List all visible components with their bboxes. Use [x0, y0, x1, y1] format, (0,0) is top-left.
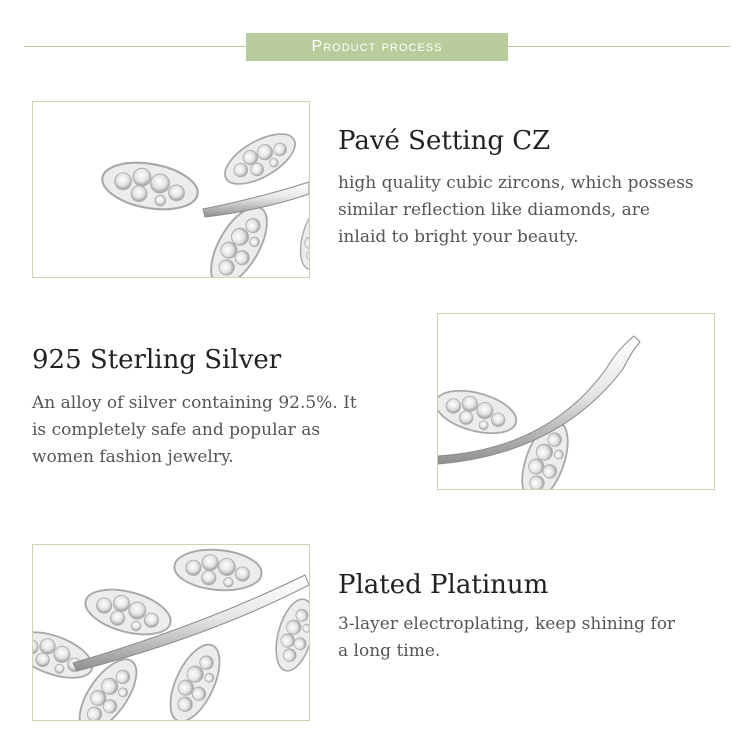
desc-line: inlaid to bright your beauty.: [338, 227, 579, 247]
product-image-silver: [437, 313, 715, 490]
section-title-silver: 925 Sterling Silver: [32, 345, 282, 375]
section-desc-platinum: [338, 611, 675, 665]
section-title-platinum: Plated Platinum: [338, 570, 549, 600]
section-title-pave: Pavé Setting CZ: [338, 126, 551, 156]
desc-line: a long time.: [338, 641, 441, 661]
section-desc-pave: [338, 170, 694, 251]
desc-line: is completely safe and popular as: [32, 420, 321, 440]
section-banner: Product process: [246, 33, 508, 61]
desc-line: An alloy of silver containing 92.5%. It: [32, 393, 357, 413]
product-image-pave: [32, 101, 310, 278]
section-desc-silver: [32, 390, 357, 471]
desc-line: high quality cubic zircons, which possess: [338, 173, 694, 193]
header-rule-right: [508, 46, 730, 47]
desc-line: women fashion jewelry.: [32, 447, 234, 467]
header-rule-left: [24, 46, 246, 47]
product-image-platinum: [32, 544, 310, 721]
desc-line: 3-layer electroplating, keep shining for: [338, 614, 676, 634]
desc-line: similar reflection like diamonds, are: [338, 200, 650, 220]
